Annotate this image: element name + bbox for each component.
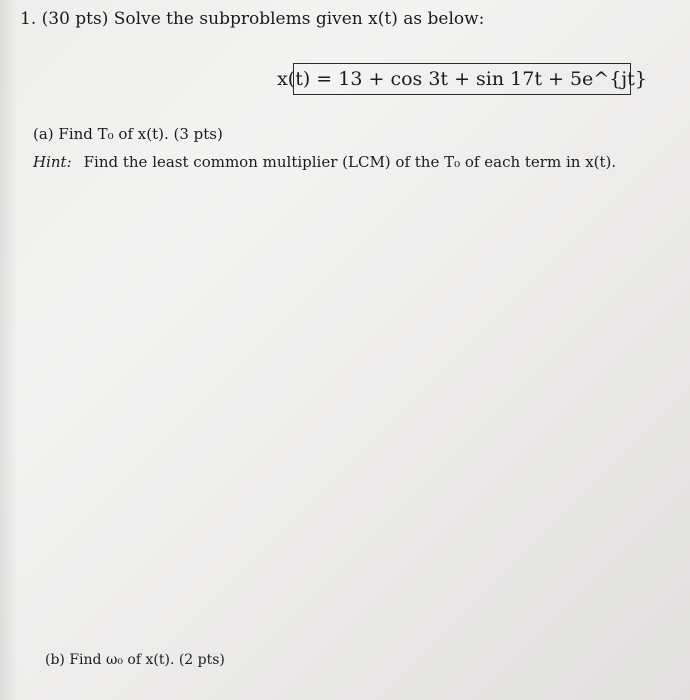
- page-shadow: [0, 0, 18, 700]
- hint-text: Find the least common multiplier (LCM) of the T₀ of each term in x(t).: [83, 153, 617, 171]
- hint-label: Hint:: [33, 153, 72, 171]
- problem-header: 1. (30 pts) Solve the subproblems given x(t) as below:: [20, 9, 485, 29]
- equation-box: [277, 63, 647, 95]
- equation-text: x(t) = 13 + cos 3t + sin 17t + 5e^{jt}: [277, 68, 647, 90]
- hint-line: [33, 153, 616, 171]
- part-b-question: (b) Find ω₀ of x(t). (2 pts): [45, 652, 225, 668]
- part-a-question: (a) Find T₀ of x(t). (3 pts): [33, 125, 223, 143]
